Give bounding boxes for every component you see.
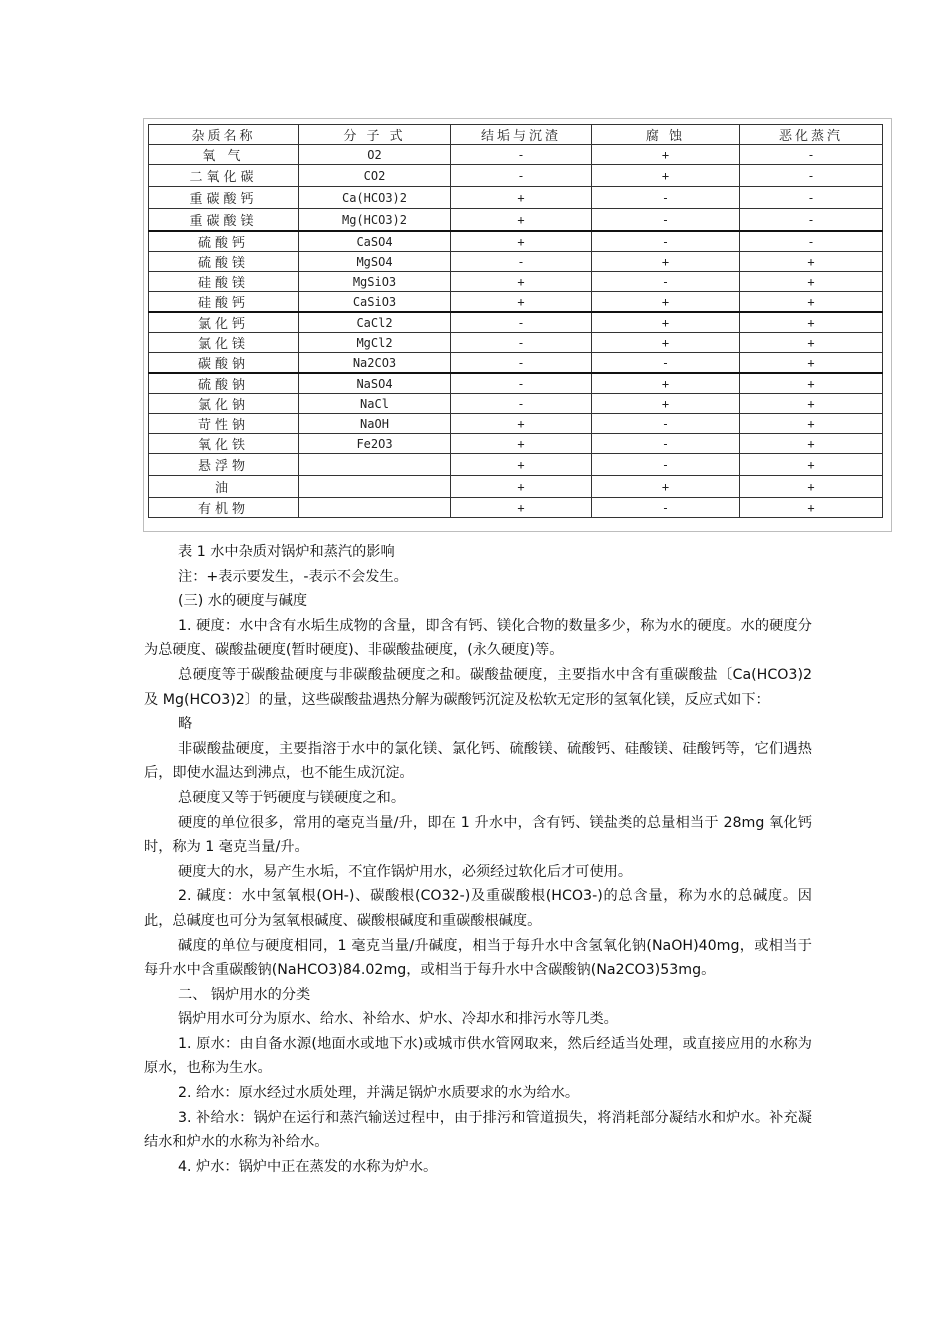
- table-row: [149, 145, 883, 165]
- table-row: [149, 414, 883, 434]
- body-text: [144, 540, 812, 1179]
- paragraph: 2. 碱度：水中氢氧根(OH-)、碳酸根(CO32-)及重碳酸根(HCO3-)的总含量，称为水的总碱度。因此，总碱度也可分为氢氧根碱度、碳酸根碱度和重碳酸根碱度。: [144, 888, 812, 929]
- corrosion-cell: +: [592, 145, 740, 165]
- corrosion-cell: -: [592, 454, 740, 476]
- table-caption: 表 1 水中杂质对锅炉和蒸汽的影响: [178, 544, 395, 560]
- table-row: [149, 231, 883, 252]
- impurity-name-cell: 碳酸钠: [149, 353, 299, 374]
- steam-cell: +: [740, 252, 883, 272]
- steam-cell: -: [740, 145, 883, 165]
- formula-cell: [299, 454, 451, 476]
- scale-cell: +: [451, 454, 592, 476]
- corrosion-cell: -: [592, 209, 740, 232]
- table-header-row: [149, 125, 883, 145]
- scale-cell: -: [451, 312, 592, 333]
- corrosion-cell: -: [592, 434, 740, 454]
- table-note: 注：+表示要发生，-表示不会发生。: [178, 568, 408, 585]
- scale-cell: -: [451, 394, 592, 414]
- steam-cell: +: [740, 498, 883, 518]
- table-row: [149, 252, 883, 272]
- paragraph: 1. 原水：由自备水源(地面水或地下水)或城市供水管网取来，然后经适当处理，或直接应用的水称为原水，也称为生水。: [144, 1035, 812, 1077]
- scale-cell: +: [451, 414, 592, 434]
- corrosion-cell: +: [592, 333, 740, 353]
- section-heading-water-types: 二、 锅炉用水的分类: [178, 986, 311, 1003]
- scale-cell: -: [451, 353, 592, 374]
- corrosion-cell: +: [592, 165, 740, 187]
- header-formula: 分 子 式: [299, 125, 451, 145]
- impurity-name-cell: 氧化铁: [149, 434, 299, 454]
- impurity-name-cell: 重碳酸钙: [149, 187, 299, 209]
- impurity-name-cell: 重碳酸镁: [149, 209, 299, 232]
- formula-cell: CO2: [299, 165, 451, 187]
- paragraph: 硬度大的水，易产生水垢，不宜作锅炉用水，必须经过软化后才可使用。: [178, 863, 633, 880]
- impurity-name-cell: 油: [149, 476, 299, 498]
- corrosion-cell: -: [592, 353, 740, 374]
- table-row: [149, 434, 883, 454]
- scale-cell: +: [451, 209, 592, 232]
- scale-cell: +: [451, 476, 592, 498]
- corrosion-cell: -: [592, 231, 740, 252]
- table-row: [149, 209, 883, 232]
- paragraph: 4. 炉水：锅炉中正在蒸发的水称为炉水。: [178, 1158, 438, 1175]
- impurity-name-cell: 有机物: [149, 498, 299, 518]
- impurity-name-cell: 硅酸镁: [149, 272, 299, 292]
- impurity-table: [148, 124, 883, 518]
- paragraph: 非碳酸盐硬度，主要指溶于水中的氯化镁、氯化钙、硫酸镁、硫酸钙、硅酸镁、硅酸钙等，它们遇热后，即使水温达到沸点，也不能生成沉淀。: [144, 740, 812, 782]
- corrosion-cell: -: [592, 414, 740, 434]
- impurity-name-cell: 氯化钙: [149, 312, 299, 333]
- paragraph: 3. 补给水：锅炉在运行和蒸汽输送过程中，由于排污和管道损失，将消耗部分凝结水和炉水。补充凝结水和炉水的水称为补给水。: [144, 1109, 812, 1151]
- header-scale: 结垢与沉渣: [451, 125, 592, 145]
- scale-cell: +: [451, 434, 592, 454]
- paragraph: 1. 硬度：水中含有水垢生成物的含量，即含有钙、镁化合物的数量多少，称为水的硬度。水的硬度分为总硬度、碳酸盐硬度(暂时硬度)、非碳酸盐硬度，(永久硬度)等。: [144, 617, 812, 659]
- formula-cell: MgSiO3: [299, 272, 451, 292]
- steam-cell: -: [740, 209, 883, 232]
- table-row: [149, 394, 883, 414]
- steam-cell: +: [740, 373, 883, 394]
- steam-cell: +: [740, 434, 883, 454]
- scale-cell: +: [451, 292, 592, 313]
- table-row: [149, 312, 883, 333]
- paragraph: 略: [178, 716, 193, 733]
- table-row: [149, 165, 883, 187]
- formula-cell: Ca(HCO3)2: [299, 187, 451, 209]
- formula-cell: Fe2O3: [299, 434, 451, 454]
- steam-cell: +: [740, 454, 883, 476]
- paragraph: 锅炉用水可分为原水、给水、补给水、炉水、冷却水和排污水等几类。: [178, 1011, 618, 1028]
- corrosion-cell: +: [592, 252, 740, 272]
- impurity-name-cell: 二氧化碳: [149, 165, 299, 187]
- formula-cell: Na2CO3: [299, 353, 451, 374]
- steam-cell: -: [740, 231, 883, 252]
- scale-cell: +: [451, 272, 592, 292]
- table-row: [149, 272, 883, 292]
- table-row: [149, 333, 883, 353]
- corrosion-cell: +: [592, 312, 740, 333]
- steam-cell: +: [740, 333, 883, 353]
- corrosion-cell: +: [592, 292, 740, 313]
- table-row: [149, 187, 883, 209]
- steam-cell: +: [740, 394, 883, 414]
- impurity-name-cell: 悬浮物: [149, 454, 299, 476]
- formula-cell: NaOH: [299, 414, 451, 434]
- header-steam: 恶化蒸汽: [740, 125, 883, 145]
- steam-cell: +: [740, 353, 883, 374]
- scale-cell: -: [451, 333, 592, 353]
- steam-cell: +: [740, 414, 883, 434]
- scale-cell: +: [451, 187, 592, 209]
- paragraph: 总硬度等于碳酸盐硬度与非碳酸盐硬度之和。碳酸盐硬度，主要指水中含有重碳酸盐〔Ca(HCO3)2 及 Mg(HCO3)2〕的量，这些碳酸盐遇热分解为碳酸钙沉淀及松软无定形的氢氧化镁，反应式如下：: [144, 666, 812, 708]
- formula-cell: Mg(HCO3)2: [299, 209, 451, 232]
- formula-cell: NaCl: [299, 394, 451, 414]
- formula-cell: MgSO4: [299, 252, 451, 272]
- corrosion-cell: -: [592, 272, 740, 292]
- impurity-name-cell: 硅酸钙: [149, 292, 299, 313]
- section-heading-hardness: (三) 水的硬度与碱度: [178, 593, 308, 610]
- scale-cell: -: [451, 145, 592, 165]
- steam-cell: +: [740, 476, 883, 498]
- impurity-name-cell: 硫酸镁: [149, 252, 299, 272]
- table-row: [149, 292, 883, 313]
- steam-cell: +: [740, 272, 883, 292]
- table-row: [149, 476, 883, 498]
- corrosion-cell: -: [592, 498, 740, 518]
- scale-cell: -: [451, 373, 592, 394]
- scale-cell: +: [451, 231, 592, 252]
- formula-cell: CaSiO3: [299, 292, 451, 313]
- formula-cell: [299, 476, 451, 498]
- paragraph: 总硬度又等于钙硬度与镁硬度之和。: [178, 789, 406, 806]
- formula-cell: CaSO4: [299, 231, 451, 252]
- steam-cell: -: [740, 187, 883, 209]
- scale-cell: -: [451, 165, 592, 187]
- formula-cell: NaSO4: [299, 373, 451, 394]
- formula-cell: MgCl2: [299, 333, 451, 353]
- header-impurity-name: 杂质名称: [149, 125, 299, 145]
- header-corrosion: 腐 蚀: [592, 125, 740, 145]
- table-row: [149, 373, 883, 394]
- paragraph: 2. 给水：原水经过水质处理，并满足锅炉水质要求的水为给水。: [178, 1085, 580, 1102]
- table-row: [149, 498, 883, 518]
- impurity-name-cell: 苛性钠: [149, 414, 299, 434]
- corrosion-cell: -: [592, 187, 740, 209]
- table-row: [149, 454, 883, 476]
- steam-cell: +: [740, 312, 883, 333]
- corrosion-cell: +: [592, 394, 740, 414]
- formula-cell: CaCl2: [299, 312, 451, 333]
- impurity-name-cell: 氧 气: [149, 145, 299, 165]
- paragraph: 硬度的单位很多，常用的毫克当量/升，即在 1 升水中，含有钙、镁盐类的总量相当于 28mg 氧化钙时，称为 1 毫克当量/升。: [144, 814, 812, 856]
- corrosion-cell: +: [592, 373, 740, 394]
- formula-cell: [299, 498, 451, 518]
- scale-cell: +: [451, 498, 592, 518]
- impurity-name-cell: 氯化钠: [149, 394, 299, 414]
- paragraph: 碱度的单位与硬度相同，1 毫克当量/升碱度，相当于每升水中含氢氧化钠(NaOH)40mg，或相当于每升水中含重碳酸钠(NaHCO3)84.02mg，或相当于每升水中含碳酸钠(Na2CO3)53mg。: [144, 937, 812, 979]
- table-row: [149, 353, 883, 374]
- scale-cell: -: [451, 252, 592, 272]
- steam-cell: +: [740, 292, 883, 313]
- corrosion-cell: +: [592, 476, 740, 498]
- impurity-name-cell: 氯化镁: [149, 333, 299, 353]
- impurity-name-cell: 硫酸钠: [149, 373, 299, 394]
- steam-cell: -: [740, 165, 883, 187]
- formula-cell: O2: [299, 145, 451, 165]
- impurity-name-cell: 硫酸钙: [149, 231, 299, 252]
